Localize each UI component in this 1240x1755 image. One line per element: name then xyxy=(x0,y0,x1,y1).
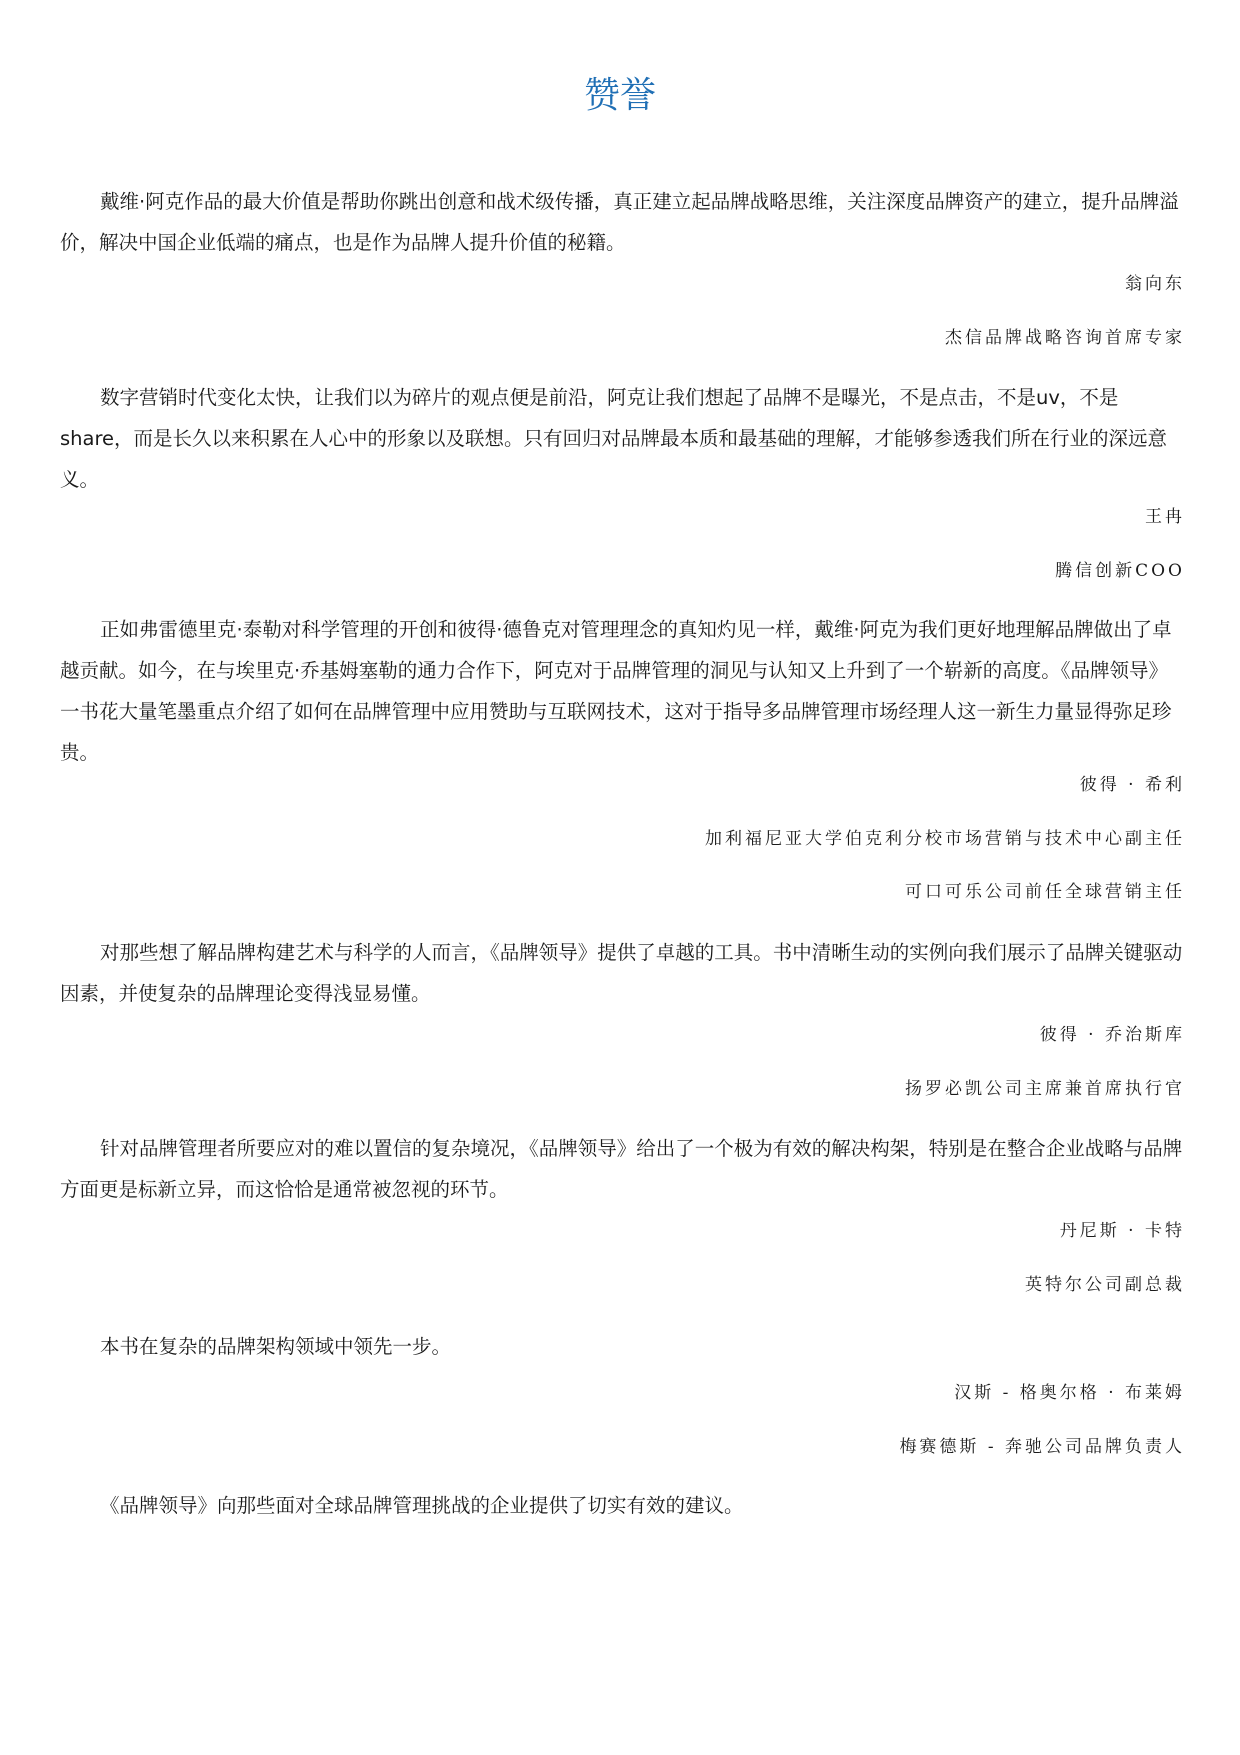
page-title: 赞誉 xyxy=(583,75,656,116)
endorser-name: 翁向东 xyxy=(1125,274,1185,294)
endorser-name: 彼得 · 希利 xyxy=(1079,775,1185,795)
endorsement-text: 对那些想了解品牌构建艺术与科学的人而言，《品牌领导》提供了卓越的工具。书中清晰生动的实例向我们展示了品牌关键驱动因素，并使复杂的品牌理论变得浅显易懂。 xyxy=(60,941,1183,1005)
endorser-name: 彼得 · 乔治斯库 xyxy=(1039,1025,1185,1045)
endorser-title: 梅赛德斯 - 奔驰公司品牌负责人 xyxy=(899,1437,1185,1457)
endorsement-text: 正如弗雷德里克·泰勒对科学管理的开创和彼得·德鲁克对管理理念的真知灼见一样，戴维·阿克为我们更好地理解品牌做出了卓越贡献。如今，在与埃里克·乔基姆塞勒的通力合作下，阿克对于品牌管理的洞见与认知又上升到了一个崭新的高度。《品牌领导》一书花大量笔墨重点介绍了如何在品牌管理中应用赞助与互联网技术，这对于指导多品牌管理市场经理人这一新生力量显得弥足珍贵。 xyxy=(60,618,1172,764)
endorser-name: 丹尼斯 · 卡特 xyxy=(1059,1221,1185,1241)
endorser-title: 加利福尼亚大学伯克利分校市场营销与技术中心副主任 xyxy=(705,829,1185,849)
endorser-title: 腾信创新COO xyxy=(1055,561,1185,581)
endorser-title: 可口可乐公司前任全球营销主任 xyxy=(905,882,1185,902)
endorsement-text: 本书在复杂的品牌架构领域中领先一步。 xyxy=(100,1335,452,1358)
endorser-name: 王冉 xyxy=(1145,507,1185,527)
endorsement-text: 针对品牌管理者所要应对的难以置信的复杂境况，《品牌领导》给出了一个极为有效的解决构架，特别是在整合企业战略与品牌方面更是标新立异，而这恰恰是通常被忽视的环节。 xyxy=(60,1137,1183,1201)
endorsement-text: 《品牌领导》向那些面对全球品牌管理挑战的企业提供了切实有效的建议。 xyxy=(100,1494,744,1517)
endorser-title: 英特尔公司副总裁 xyxy=(1025,1275,1185,1295)
endorsement-text: 戴维·阿克作品的最大价值是帮助你跳出创意和战术级传播，真正建立起品牌战略思维，关注深度品牌资产的建立，提升品牌溢价，解决中国企业低端的痛点，也是作为品牌人提升价值的秘籍。 xyxy=(60,190,1179,254)
endorser-name: 汉斯 - 格奥尔格 · 布莱姆 xyxy=(954,1383,1185,1403)
endorser-title: 扬罗必凯公司主席兼首席执行官 xyxy=(905,1079,1185,1099)
endorser-title: 杰信品牌战略咨询首席专家 xyxy=(945,328,1185,348)
endorsement-text: 数字营销时代变化太快，让我们以为碎片的观点便是前沿，阿克让我们想起了品牌不是曝光，不是点击，不是uv，不是share，而是长久以来积累在人心中的形象以及联想。只有回归对品牌最本质和最基础的理解，才能够参透我们所在行业的深远意义。 xyxy=(60,386,1168,491)
